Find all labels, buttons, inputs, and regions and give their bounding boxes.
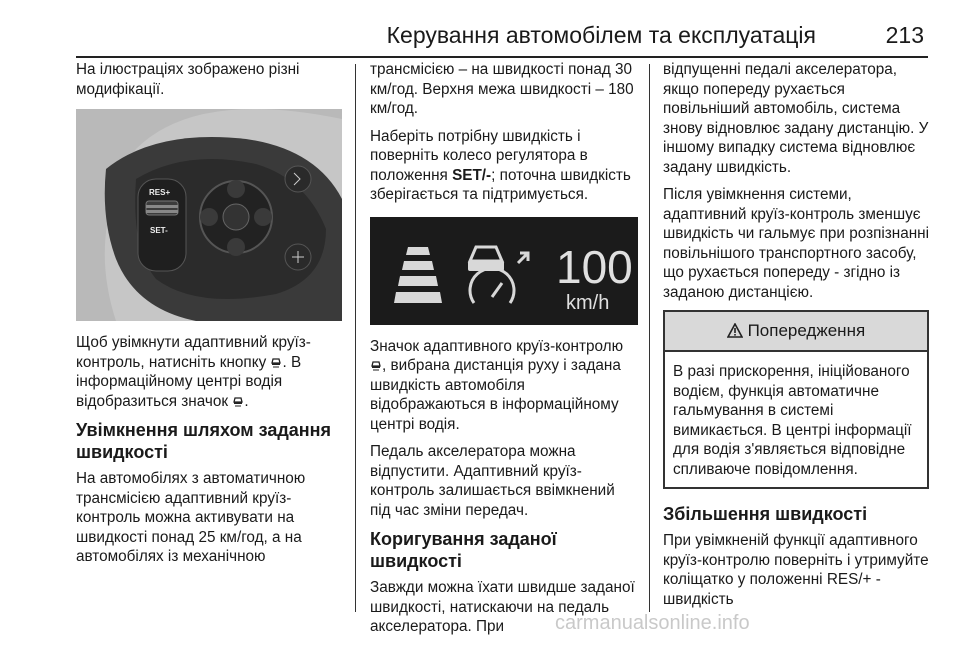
column-3 <box>663 60 931 617</box>
intro-text: На ілюстраціях зображено різні модифікації. <box>76 61 300 98</box>
pedal-paragraph: Педаль акселератора можна відпустити. Адаптивний круїз-контроль залишається ввімкнений під час зміни передач. <box>370 443 615 519</box>
continued-paragraph: трансмісією – на швидкості понад 30 км/год. Верхня межа швидкості – 180 км/год. <box>370 61 634 117</box>
icon-text: Значок адаптивного круїз-контролю <box>370 337 624 355</box>
warning-header <box>665 312 927 352</box>
adjust-paragraph: Завжди можна їхати швидше заданої швидкості, натискаючи на педаль акселератора. При <box>370 579 635 635</box>
display-figure <box>370 217 638 325</box>
set-label: SET/- <box>452 166 492 184</box>
enable-text: Щоб увімкнути адаптивний круїз-контроль, натисніть кнопку <box>76 334 311 371</box>
column-divider <box>355 64 356 612</box>
page-number: 213 <box>885 22 924 48</box>
warning-triangle-icon <box>727 323 743 338</box>
increase-paragraph: При увімкненій функції адаптивного круїз-контролю поверніть і утримуйте коліщатко у положенні RES/+ - швидкість <box>663 532 929 608</box>
after-enable-paragraph: Після увімкнення системи, адаптивний круїз-контроль зменшує швидкість чи гальмує при розпізнанні повільнішого транспортного засобу, що рухається попереду - згідно із заданою дистанцією. <box>663 186 930 301</box>
dial-text: Наберіть потрібну швидкість і поверніть колесо регулятора в положення <box>370 127 588 184</box>
column-divider <box>649 64 650 612</box>
adaptive-cruise-icon <box>270 357 282 368</box>
enable-paragraph <box>76 333 344 411</box>
heading-enable-by-speed: Увімкнення шляхом задання швидкості <box>76 420 332 462</box>
cluster-display <box>370 217 638 325</box>
display-speed: 100 <box>556 240 633 293</box>
warning-box <box>663 310 929 489</box>
warning-title: Попередження <box>747 321 866 340</box>
set-button-label: SET- <box>150 226 168 235</box>
heading-adjust-speed: Коригування заданої швидкості <box>370 529 557 571</box>
warning-body: В разі прискорення, ініційованого водієм, функція автоматичне гальмування в системі вимикається. В центрі інформації для водія з'являється відповідне спливаюче повідомлення. <box>673 363 912 478</box>
res-button-label: RES+ <box>149 188 171 197</box>
page-title: Керування автомобілем та експлуатація <box>386 22 816 48</box>
page-header <box>76 0 928 58</box>
dial-paragraph <box>370 127 638 205</box>
adaptive-cruise-icon <box>370 360 382 371</box>
steering-wheel-illustration <box>76 109 342 321</box>
dial-text-2: ; поточна швидкість зберігається та підтримується. <box>370 166 631 203</box>
icon-paragraph <box>370 337 638 435</box>
display-unit: km/h <box>566 291 610 314</box>
icon-text-2: , вибрана дистанція руху і задана швидкість автомобіля відображаються в інформаційному центрі водія. <box>370 357 621 433</box>
heading-increase-speed: Збільшення швидкості <box>663 504 868 524</box>
enable-text-3: . <box>244 392 249 410</box>
enable-text-2: . В інформаційному центрі водія відобразиться значок <box>76 353 302 410</box>
continued-paragraph: відпущенні педалі акселератора, якщо попереду рухається повільніший автомобіль, система знову відновлює задану дистанцію. У іншому випадку система відновлює задану швидкість. <box>663 61 929 176</box>
column-2 <box>370 60 638 645</box>
steering-wheel-figure <box>76 109 342 321</box>
watermark: carmanualsonline.info <box>555 612 750 634</box>
column-1 <box>76 60 344 575</box>
speed-paragraph: На автомобілях з автоматичною трансмісією адаптивний круїз-контроль можна активувати на швидкості понад 25 км/год, а на автомобілях із механічною <box>76 470 306 565</box>
adaptive-cruise-icon <box>232 396 244 407</box>
